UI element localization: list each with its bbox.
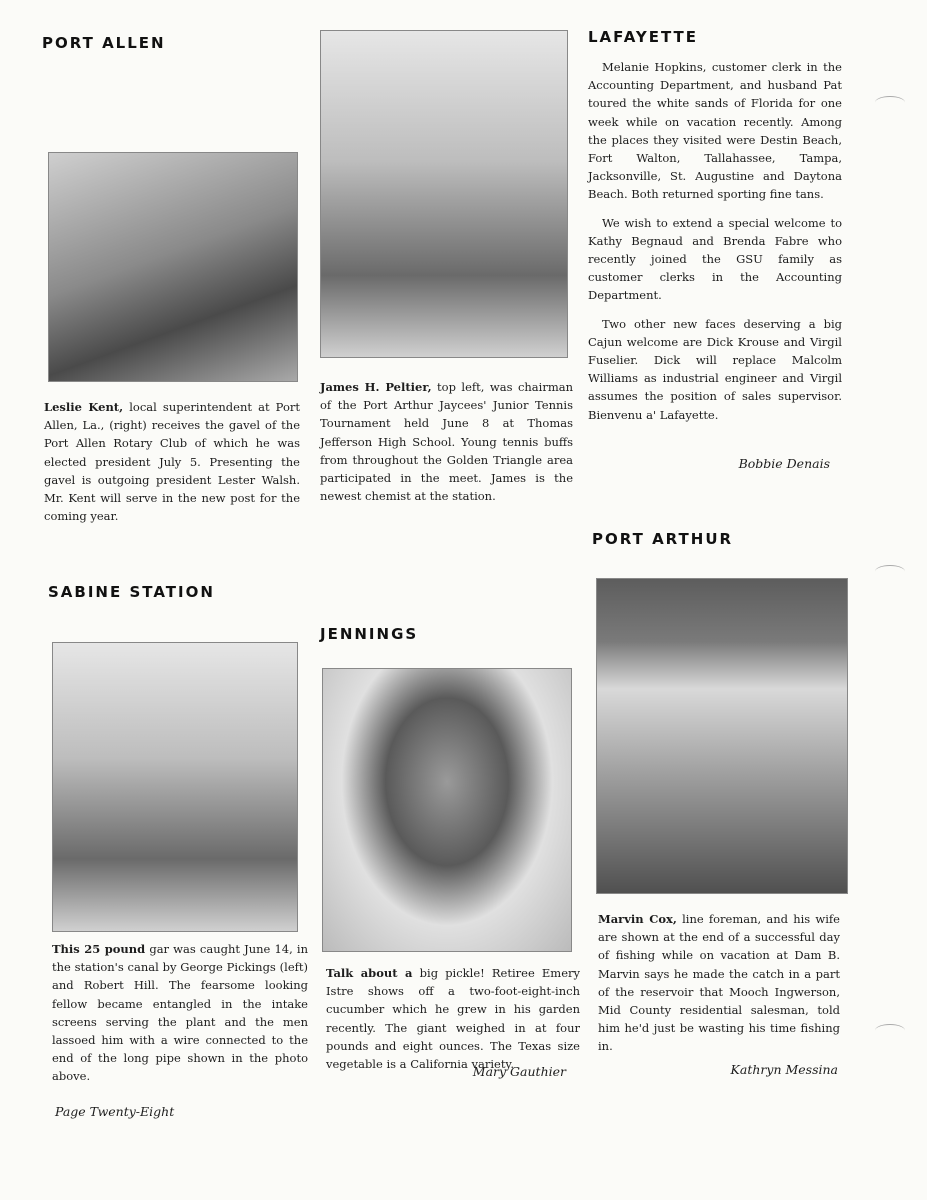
caption-port-allen <box>44 398 300 525</box>
caption-lead: Marvin Cox, <box>598 912 677 926</box>
photo-sabine-gar <box>52 642 298 932</box>
caption-tennis <box>320 378 573 505</box>
caption-jennings <box>326 964 580 1073</box>
caption-lead: Leslie Kent, <box>44 400 124 414</box>
signature-port-arthur: Kathryn Messina <box>730 1062 838 1077</box>
signature-jennings: Mary Gauthier <box>472 1064 566 1079</box>
caption-body: gar was caught June 14, in the station's canal by George Pickings (left) and Robert Hill. The fearsome looking fellow became entangled in the intake screens serving the plant and the men lassoed him with a wire connected to the end of the long pipe shown in the photo above. <box>52 942 308 1084</box>
paragraph: Two other new faces deserving a big Cajun welcome are Dick Krouse and Virgil Fuselier. Dick will replace Malcolm Williams as industrial engineer and Virgil assumes the position of sales supervisor. Bienvenu a' Lafayette. <box>588 316 842 422</box>
binder-hole-mark <box>875 96 905 109</box>
binder-hole-mark <box>875 1024 905 1037</box>
caption-body: local superintendent at Port Allen, La., (right) receives the gavel of the Port Allen Rotary Club of which he was elected president July 5. Presenting the gavel is outgoing president Lester Walsh. Mr. Kent will serve in the new post for the coming year. <box>44 400 301 524</box>
caption-lead: Talk about a <box>326 966 413 980</box>
caption-port-arthur <box>598 910 840 1056</box>
section-heading-port-allen: PORT ALLEN <box>42 34 166 52</box>
photo-port-arthur-fishing <box>596 578 848 894</box>
caption-lead: James H. Peltier, <box>320 380 432 394</box>
section-heading-port-arthur: PORT ARTHUR <box>592 530 734 548</box>
section-heading-sabine-station: SABINE STATION <box>48 583 215 601</box>
photo-jennings-cucumber <box>322 668 572 952</box>
section-heading-lafayette: LAFAYETTE <box>588 28 699 46</box>
caption-body: big pickle! Retiree Emery Istre shows off a two-foot-eight-inch cucumber which he grew in his garden recently. The giant weighed in at four pounds and eight ounces. The Texas size vegetable is a California variety. <box>326 966 580 1072</box>
page-number: Page Twenty-Eight <box>55 1104 175 1119</box>
signature-lafayette: Bobbie Denais <box>738 456 830 471</box>
caption-body: top left, was chairman of the Port Arthur Jaycees' Junior Tennis Tournament held June 8 at Thomas Jefferson High School. Young tennis buffs from throughout the Golden Triangle area participated in the meet. James is the newest chemist at the station. <box>320 380 573 504</box>
article-lafayette <box>588 58 842 434</box>
photo-tennis-team <box>320 30 568 358</box>
paragraph: We wish to extend a special welcome to Kathy Begnaud and Brenda Fabre who recently joined the GSU family as customer clerks in the Accounting Department. <box>588 215 842 303</box>
caption-body: line foreman, and his wife are shown at the end of a successful day of fishing while on vacation at Dam B. Marvin says he made the catch in a part of the reservoir that Mooch Ingwerson, Mid County residential salesman, told him he'd just be wasting his time fishing in. <box>598 912 840 1054</box>
caption-sabine <box>52 940 308 1086</box>
caption-lead: This 25 pound <box>52 942 146 956</box>
section-heading-jennings: JENNINGS <box>320 625 419 643</box>
photo-port-allen-gavel <box>48 152 298 382</box>
binder-hole-mark <box>875 565 905 578</box>
paragraph: Melanie Hopkins, customer clerk in the Accounting Department, and husband Pat toured the white sands of Florida for one week while on vacation recently. Among the places they visited were Destin Beach, Fort Walton, Tallahassee, Tampa, Jacksonville, St. Augustine and Daytona Beach. Both returned sporting fine tans. <box>588 60 842 202</box>
